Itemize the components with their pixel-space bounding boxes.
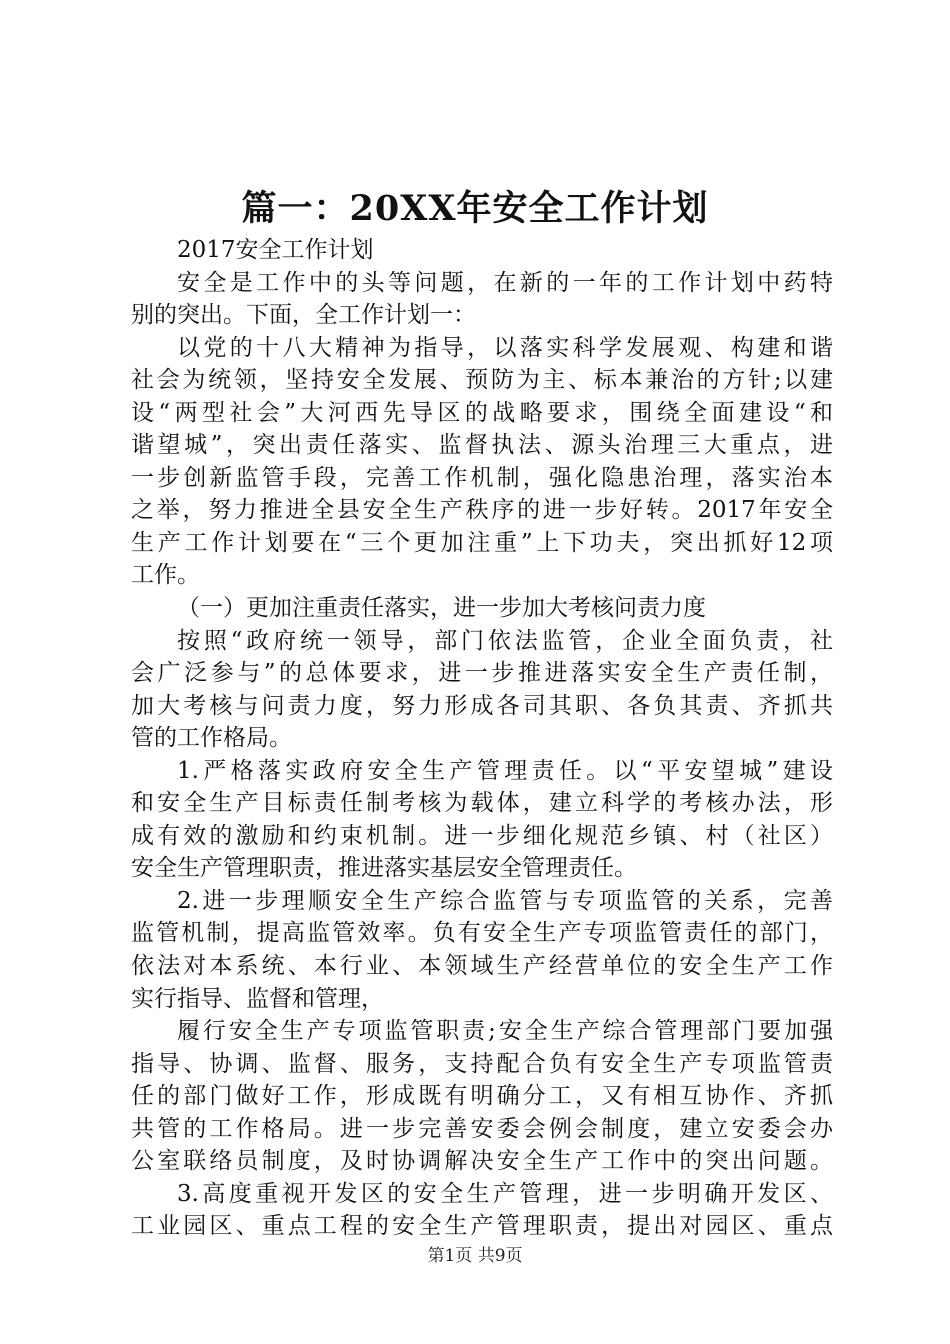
- text-line: 共管的工作格局。进一步完善安委会例会制度，建立安委会办: [131, 1115, 833, 1142]
- text-line: 加大考核与问责力度，努力形成各司其职、各负其责、齐抓共: [131, 692, 833, 719]
- text-line: 3.高度重视开发区的安全生产管理，进一步明确开发区、: [177, 1180, 833, 1207]
- text-line: 任的部门做好工作，形成既有明确分工，又有相互协作、齐抓: [131, 1083, 833, 1110]
- text-line: 社会为统领，坚持安全发展、预防为主、标本兼治的方针;以建: [131, 367, 833, 394]
- text-line: 以党的十八大精神为指导，以落实科学发展观、构建和谐: [177, 334, 833, 361]
- text-line: 安全生产管理职责，推进落实基层安全管理责任。: [131, 855, 637, 882]
- text-line: 2.进一步理顺安全生产综合监管与专项监管的关系，完善: [177, 887, 833, 914]
- text-line: 生产工作计划要在“三个更加注重”上下功夫，突出抓好12项: [131, 529, 833, 556]
- document-body: [131, 234, 833, 1243]
- text-line: 按照“政府统一领导，部门依法监管，企业全面负责，社: [177, 627, 833, 654]
- text-line: 2017安全工作计划: [177, 237, 374, 263]
- text-line: （一）更加注重责任落实，进一步加大考核问责力度: [177, 595, 706, 622]
- text-line: 和安全生产目标责任制考核为载体，建立科学的考核办法，形: [131, 790, 833, 817]
- text-line: 谐望城”，突出责任落实、监督执法、源头治理三大重点，进: [131, 432, 833, 459]
- text-line: 工作。: [131, 562, 200, 589]
- text-line: 成有效的激励和约束机制。进一步细化规范乡镇、村（社区）: [131, 822, 833, 849]
- text-line: 安全是工作中的头等问题，在新的一年的工作计划中药特: [177, 269, 833, 296]
- text-line: 指导、协调、监督、服务，支持配合负有安全生产专项监管责: [131, 1050, 833, 1077]
- text-line: 实行指导、监督和管理，: [131, 985, 384, 1012]
- page-indicator: 第1页 共9页: [427, 1246, 523, 1266]
- text-line: 履行安全生产专项监管职责;安全生产综合管理部门要加强: [177, 1018, 833, 1045]
- text-line: 之举，努力推进全县安全生产秩序的进一步好转。2017年安全: [131, 497, 833, 524]
- text-line: 监管机制，提高监管效率。负有安全生产专项监管责任的部门，: [131, 920, 833, 947]
- document-title: 篇一：20XX年安全工作计划: [241, 188, 709, 229]
- text-line: 别的突出。下面，全工作计划一：: [131, 302, 476, 329]
- text-line: 依法对本系统、本行业、本领域生产经营单位的安全生产工作: [131, 953, 833, 980]
- text-line: 管的工作格局。: [131, 725, 292, 752]
- text-line: 会广泛参与”的总体要求，进一步推进落实安全生产责任制，: [131, 660, 833, 687]
- text-line: 1.严格落实政府安全生产管理责任。以“平安望城”建设: [177, 757, 833, 784]
- text-line: 公室联络员制度，及时协调解决安全生产工作中的突出问题。: [131, 1148, 833, 1175]
- text-line: 工业园区、重点工程的安全生产管理职责，提出对园区、重点: [131, 1213, 833, 1240]
- text-line: 设“两型社会”大河西先导区的战略要求，围绕全面建设“和: [131, 399, 833, 426]
- text-line: 一步创新监管手段，完善工作机制，强化隐患治理，落实治本: [131, 464, 833, 491]
